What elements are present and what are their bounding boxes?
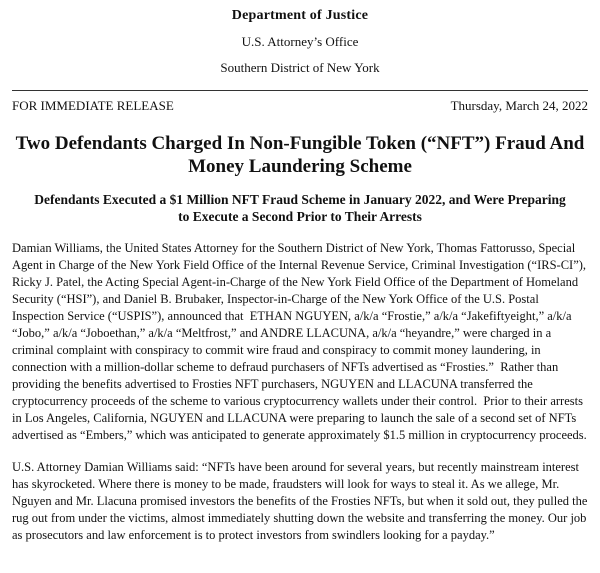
release-bar (12, 98, 588, 114)
doj-letterhead (12, 8, 588, 76)
body-paragraph-announcement: Damian Williams, the United States Attorney for the Southern District of New York, Thomas Fattorusso, Special Agent in Charge of the New York Field Office of the Internal Revenue Service, Criminal Investigation (“IRS-CI”), Ricky J. Patel, the Acting Special Agent-in-Charge of the New York Field Office of the Department of Homeland Security (“HSI”), and Daniel B. Brubaker, Inspector-in-Charge of the New York Office of the U.S. Postal Inspection Service (“USPIS”), announced that ETHAN NGUYEN, a/k/a “Frostie,” a/k/a “Jakefiftyeight,” a/k/a “Jobo,” a/k/a “Joboethan,” a/k/a “Meltfrost,” and ANDRE LLACUNA, a/k/a “heyandre,” were charged in a criminal complaint with conspiracy to commit wire fraud and conspiracy to commit money laundering, in connection with a million-dollar scheme to defraud purchasers of NFTs advertised as “Frosties.” Rather than providing the benefits advertised to Frosties NFT purchasers, NGUYEN and LLACUNA transferred the cryptocurrency proceeds of the scheme to various cryptocurrency wallets under their control. Prior to their arrests in Los Angeles, California, NGUYEN and LLACUNA were preparing to launch the sale of a second set of NFTs advertised as “Embers,” which was anticipated to generate approximately $1.5 million in cryptocurrency proceeds. (12, 241, 590, 443)
headline-subtitle: Defendants Executed a $1 Million NFT Fraud Scheme in January 2022, and Were Preparing to Execute a Second Prior to Their Arrests (34, 191, 566, 224)
agency-name: Department of Justice (231, 8, 369, 23)
attorney-office-line: U.S. Attorney’s Office (241, 34, 359, 49)
district-line: Southern District of New York (220, 60, 380, 75)
headline-title: Two Defendants Charged In Non-Fungible Token (“NFT”) Fraud And Money Laundering Scheme (15, 133, 585, 178)
release-type-label: FOR IMMEDIATE RELEASE (12, 98, 174, 113)
body-paragraph-quote: U.S. Attorney Damian Williams said: “NFTs have been around for several years, but recently mainstream interest has skyrocketed. Where there is money to be made, fraudsters will look for ways to steal it. As we allege, Mr. Nguyen and Mr. Llacuna promised investors the benefits of the Frosties NFTs, but when it sold out, they pulled the rug out from under the victims, almost immediately shutting down the website and transferring the money. Our job as prosecutors and law enforcement is to protect investors from swindlers looking for a payday.” (12, 460, 591, 543)
release-date: Thursday, March 24, 2022 (450, 98, 588, 113)
divider-line (12, 90, 588, 91)
